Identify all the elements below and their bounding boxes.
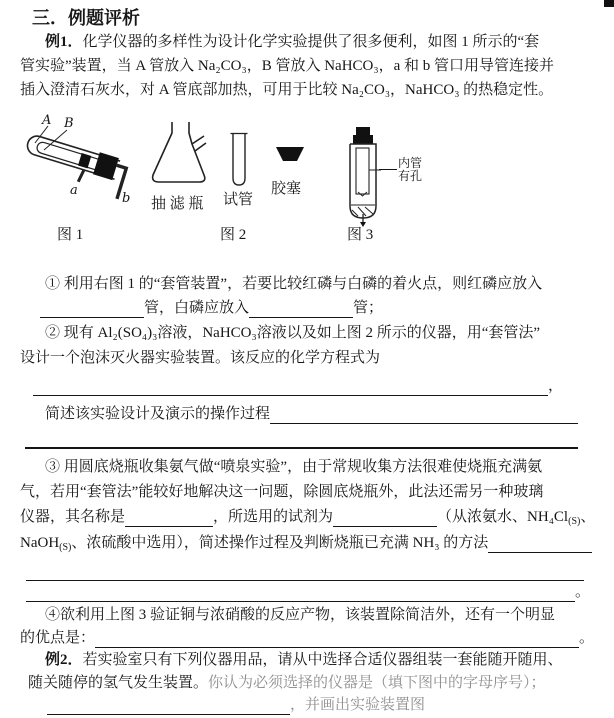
example1-label: 例1． — [45, 34, 83, 50]
intro-line-2: 管实验”装置，当 A 管放入 Na₂CO₃，B 管放入 NaHCO₃，a 和 b 管口用导管连接并 — [20, 58, 555, 74]
q3-line-5 — [26, 562, 584, 581]
q3-line-2: 气，若用“套管法”能较好地解决这一问题，除圆底烧瓶外，此法还需另一种玻璃 — [20, 484, 544, 500]
fig2-flask-label: 抽 滤 瓶 — [151, 196, 204, 212]
answer-blank — [270, 421, 578, 424]
ex2-line-1: 例2． 若实验室只有下列仪器用品，请从中选择合适仪器组装一套能随开随用、 — [45, 652, 563, 668]
cap-knurl — [356, 127, 370, 135]
q2-line-2: 设计一个泡沫灭火器实验装置。该反应的化学方程式为 — [20, 350, 381, 366]
q1-line-1: ① 利用右图 1 的“套管装置”，若要比较红磷与白磷的着火点，则红磷应放入 — [45, 276, 543, 292]
q2-line-1: ② 现有 Al₂(SO₄)₃溶液，NaHCO₃溶液以及如上图 2 所示的仪器，用“套管法” — [45, 325, 541, 341]
q4-line-1: ④欲利用上图 3 验证铜与浓硝酸的反应产物，该装置除简洁外，还有一个明显 — [45, 607, 556, 623]
answer-blank — [333, 524, 437, 527]
answer-blank — [488, 550, 592, 553]
label-a: a — [70, 183, 78, 198]
scan-artifact — [604, 0, 614, 7]
answer-blank-full — [26, 599, 575, 602]
q1-line-2: 管，白磷应放入 管； — [40, 299, 383, 318]
intro-line-1: 例1． 化学仪器的多样性为设计化学实验提供了很多便利，如图 1 所示的“套 — [45, 34, 540, 50]
outer-tube — [350, 144, 376, 218]
answer-blank — [249, 315, 353, 318]
test-tube-body — [233, 134, 245, 185]
flask-body — [153, 122, 205, 182]
answer-blank — [125, 524, 213, 527]
subscript-s: (S) — [568, 516, 581, 527]
fig2-filter-flask-drawing — [147, 120, 211, 190]
q3-line-4: NaOH (S) 、浓硫酸中选用），简述操作过程及判断烧瓶已充满 NH₃ 的方法 — [20, 534, 592, 553]
rubber-stopper-shape — [276, 147, 304, 161]
subscript-s: (S) — [59, 542, 72, 553]
outer-stopper — [93, 152, 119, 180]
side-tube-a — [78, 169, 84, 182]
section-heading: 三．例题评析 — [32, 8, 140, 28]
pointer-B — [44, 130, 67, 150]
q2-line-3: ， — [33, 377, 563, 396]
fig1-sleeve-tube-drawing — [14, 112, 149, 224]
inner-tube — [356, 148, 369, 194]
fig3-caption: 图 3 — [347, 227, 374, 243]
label-A: A — [42, 113, 52, 128]
cap-band — [353, 135, 373, 144]
inner-stopper — [78, 153, 91, 168]
fig2-caption: 图 2 — [220, 227, 247, 243]
answer-blank-full — [25, 447, 578, 449]
fig3-pointer-line — [379, 169, 397, 170]
answer-blank — [33, 393, 548, 396]
example2-label: 例2． — [45, 652, 83, 668]
answer-blank-full — [26, 578, 584, 581]
q3-line-6: 。 — [26, 583, 590, 602]
q3-line-3: 仪器，其名称是 ，所选用的试剂为 （从浓氨水、NH₄Cl (S) 、 — [20, 509, 596, 527]
answer-blank — [47, 712, 290, 715]
intro-line-3: 插入澄清石灰水，对 A 管底部加热，可用于比较 Na₂CO₃，NaHCO₃ 的热稳定性。 — [20, 82, 554, 98]
fig2-stopper-label: 胶塞 — [271, 181, 302, 197]
q2-line-4: 简述该实验设计及演示的操作过程 — [45, 405, 578, 424]
fig1-caption: 图 1 — [57, 227, 84, 243]
label-B: B — [64, 116, 74, 131]
fig2-stopper-drawing — [275, 146, 305, 164]
answer-blank — [95, 645, 579, 648]
answer-blank — [40, 315, 144, 318]
q3-line-1: ③ 用圆底烧瓶收集氨气做“喷泉实验”，由于常规收集方法很难使烧瓶充满氨 — [45, 459, 543, 475]
ex2-line-3: ，并画出实验装置图 — [47, 696, 425, 715]
ex2-line-2: 随关随停的氢气发生装置。 你认为必须选择的仪器是（填下图中的字母序号）； — [28, 675, 546, 691]
fig2-test-tube-drawing — [228, 130, 250, 190]
fig2-tube-label: 试管 — [223, 192, 254, 208]
pointer-A — [35, 126, 48, 143]
fig3-tube-drawing — [347, 126, 381, 228]
q4-line-2: 的优点是： 。 — [20, 630, 594, 646]
fig3-note: 内管 有孔 — [398, 156, 423, 183]
label-b: b — [122, 191, 131, 206]
